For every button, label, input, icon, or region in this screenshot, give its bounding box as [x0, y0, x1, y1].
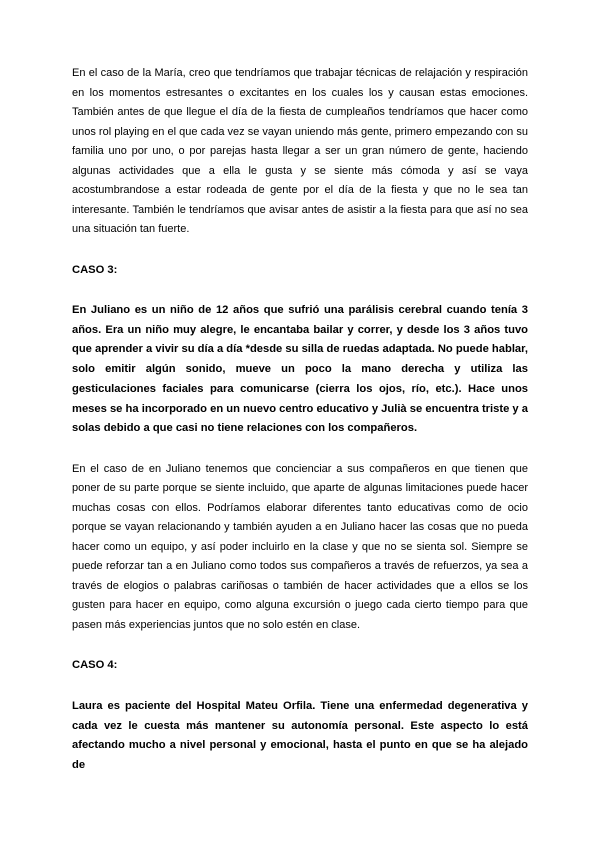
paragraph-maria-intervention: En el caso de la María, creo que tendríamos que trabajar técnicas de relajación y respiración en los momentos estresantes o excitantes en los cuales los y causan estas emociones. También antes de que llegue el día de la fiesta de cumpleaños tendríamos que hacer como unos rol playing en el que cada vez se vayan uniendo más gente, primero empezando con su familia uno por uno, o por parejas hasta llegar a ser un gran número de gente, haciendo algunas actividades que a ella le gusta y se siente más cómoda y así se vaya acostumbrandose a estar rodeada de gente por el día de la fiesta y que no le sea tan interesante. También le tendríamos que avisar antes de asistir a la fiesta para que así no sea una situación tan fuerte.: [72, 67, 528, 235]
heading-caso-4: CASO 4:: [72, 659, 118, 672]
paragraph-juliano-intervention: En el caso de en Juliano tenemos que concienciar a sus compañeros en que tienen que poner de su parte porque se siente incluido, que aparte de algunas limitaciones puede hacer muchas cosas con ellos. Podríamos elaborar diferentes tanto educativas como de ocio porque se vayan relacionando y también ayuden a en Juliano hacer las cosas que no pueda hacer como un equipo, y así poder incluirlo en la clase y que no se sienta sol. Siempre se puede reforzar tan a en Juliano como todos sus compañeros a través de refuerzos, ya sea a través de elogios o palabras cariñosas o también de hacer actividades que a ellos se los gusten para hacer en equipo, como alguna excursión o juego cada cierto tiempo para que pasen más experiencias juntos que no solo estén en clase.: [72, 462, 528, 631]
paragraph-caso-3-description: En Juliano es un niño de 12 años que sufrió una parálisis cerebral cuando tenía 3 años. Era un niño muy alegre, le encantaba bailar y correr, y desde los 3 años tuvo que aprender a vivir su día a día *desde su silla de ruedas adaptada. No puede hablar, solo emitir algún sonido, mueve un poco la mano derecha y utiliza las gesticulaciones faciales para comunicarse (cierra los ojos, río, etc.). Hace unos meses se ha incorporado en un nuevo centro educativo y Julià se encuentra triste y a solas debido a que casi no tiene relaciones con los compañeros.: [72, 304, 528, 435]
document-page: [72, 64, 528, 776]
heading-caso-3: CASO 3:: [72, 263, 118, 276]
paragraph-caso-4-description: Laura es paciente del Hospital Mateu Orfila. Tiene una enfermedad degenerativa y cada vez le cuesta más mantener su autonomía personal. Este aspecto lo está afectando mucho a nivel personal y emocional, hasta el punto en que se ha alejado de: [72, 699, 528, 772]
